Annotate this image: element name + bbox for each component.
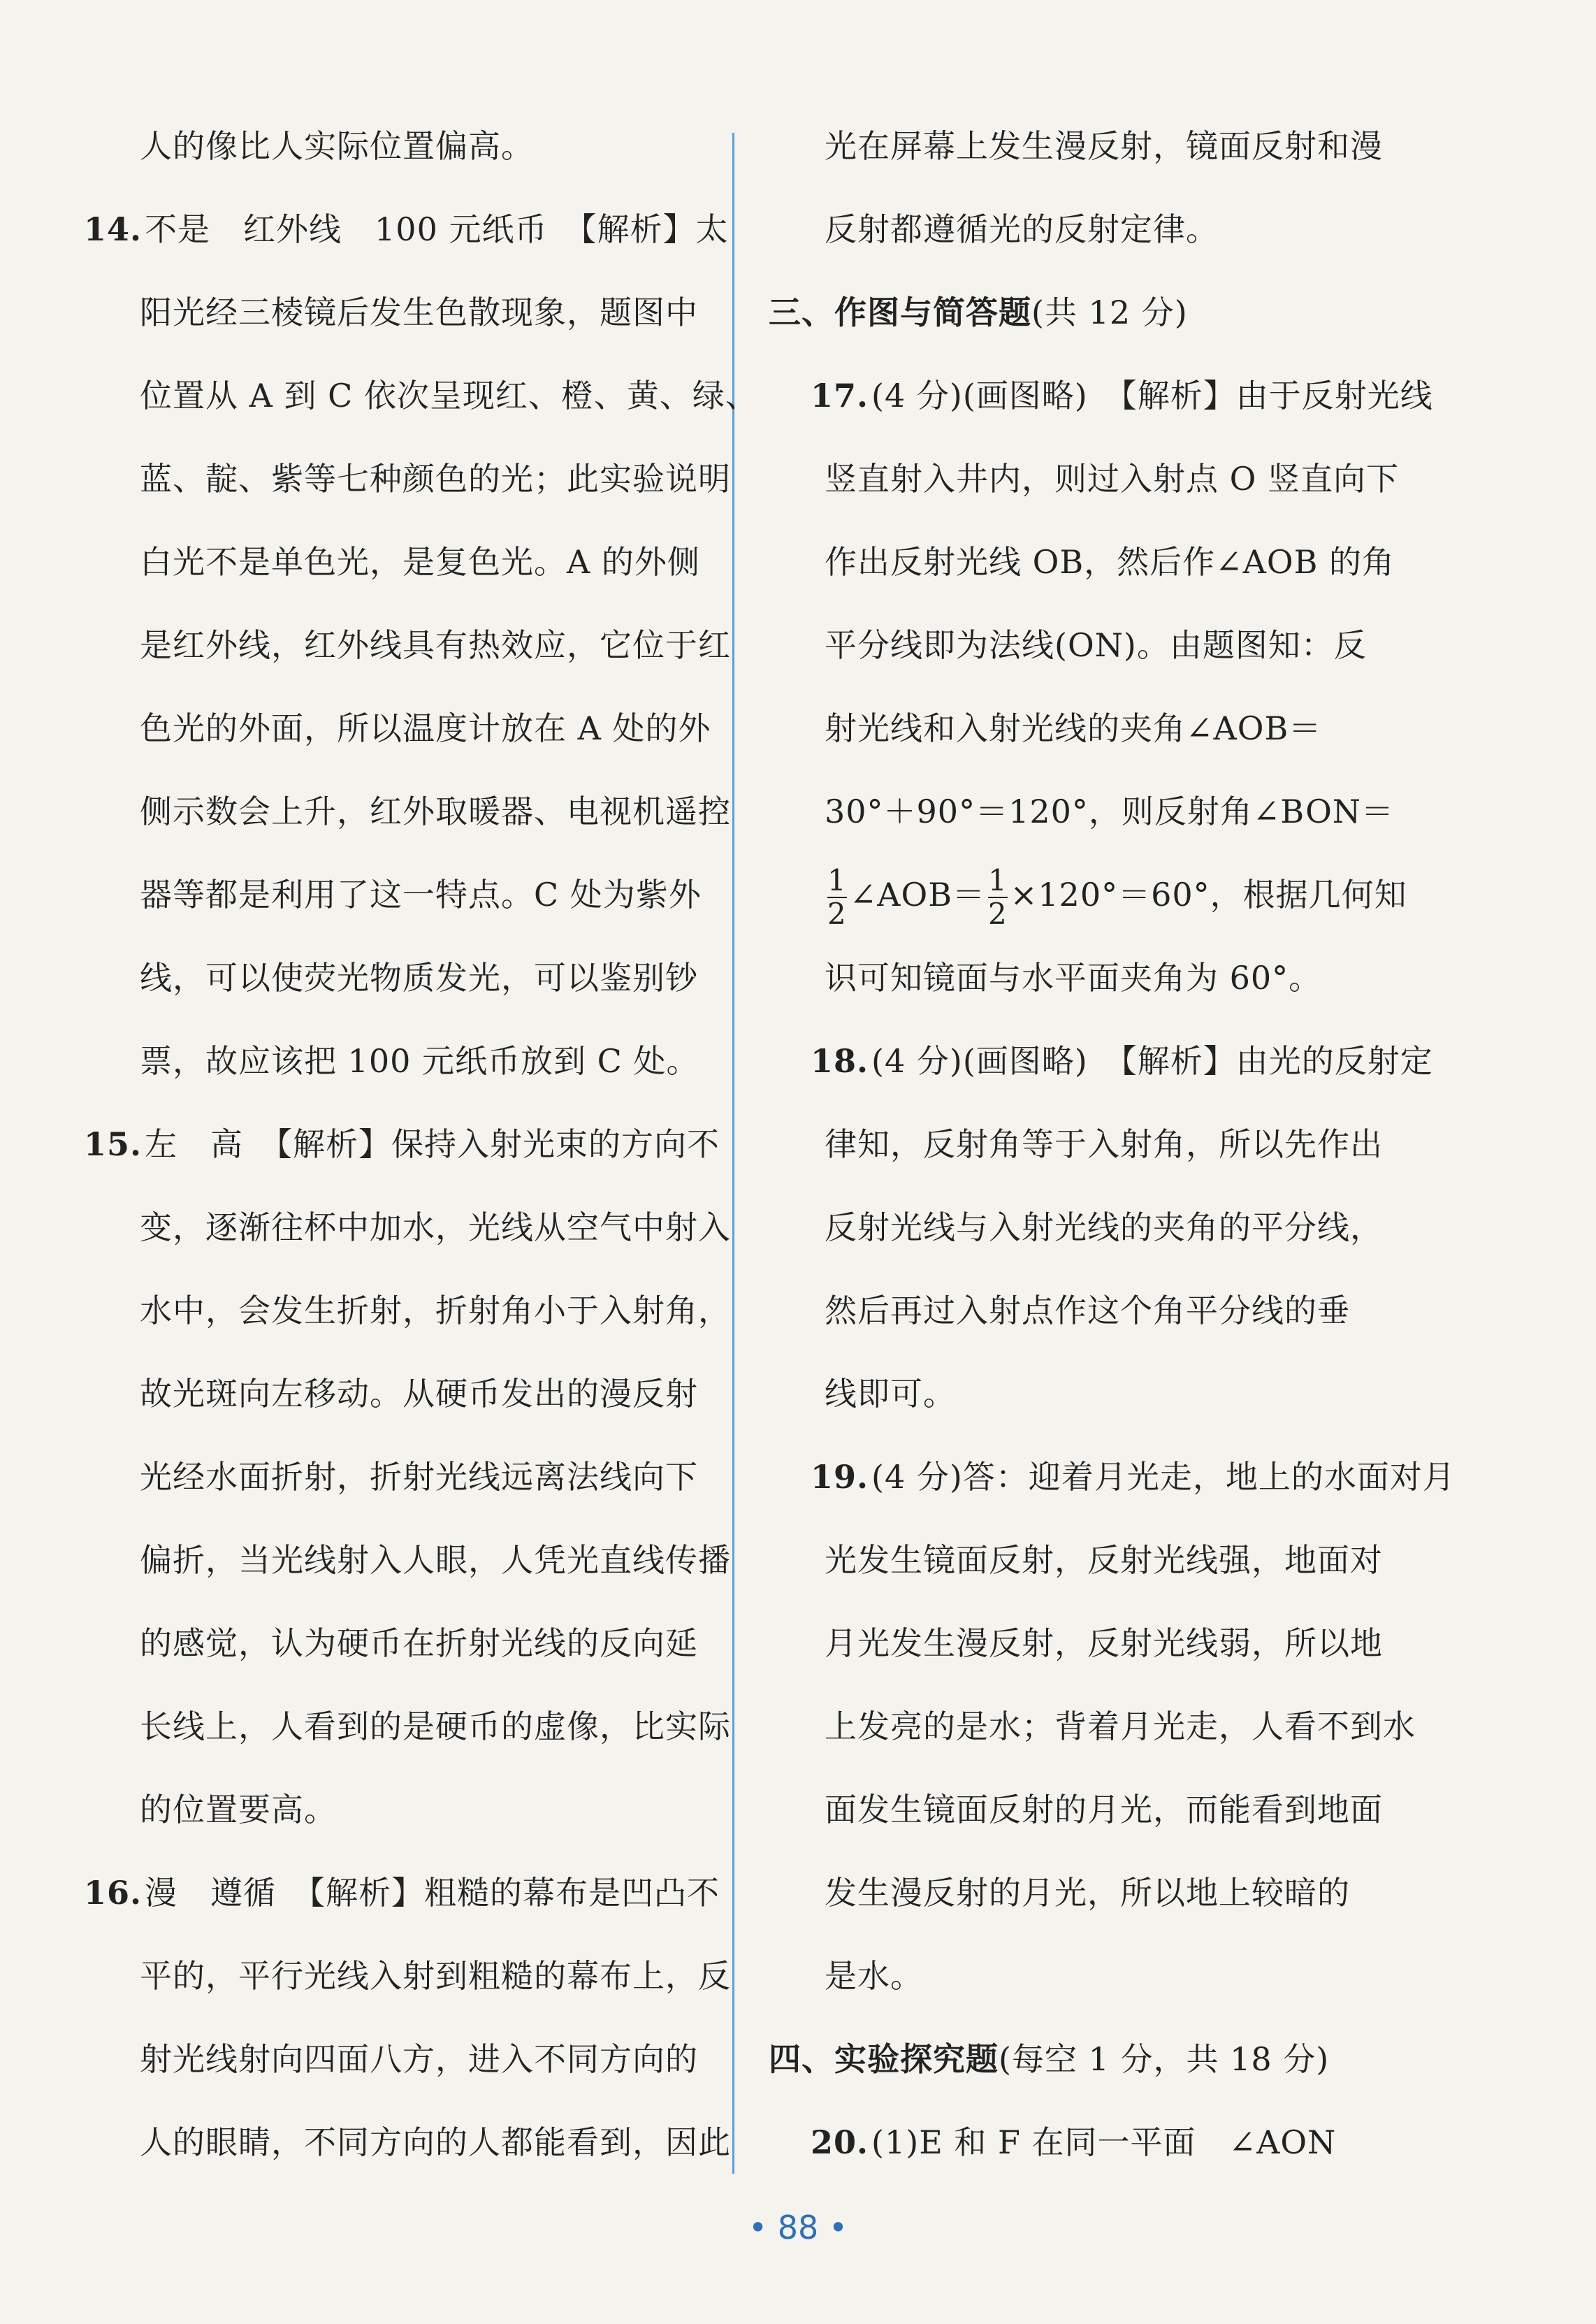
text-line: (1)E 和 F 在同一平面 ∠AON <box>871 2123 1337 2161</box>
right-column <box>769 105 1456 2184</box>
formula-line <box>769 853 1439 937</box>
question-number: 20. <box>811 2123 869 2161</box>
question-number: 18. <box>811 1042 869 1080</box>
text-line: 人的眼睛，不同方向的人都能看到，因此 <box>140 2123 731 2161</box>
section-title: 四、实验探究题 <box>769 2040 999 2078</box>
question-number: 17. <box>811 377 869 414</box>
text-line: 水中，会发生折射，折射角小于入射角， <box>140 1292 731 1329</box>
text-line: 位置从 A 到 C 依次呈现红、橙、黄、绿、 <box>140 377 758 414</box>
question-number: 14. <box>84 210 143 248</box>
text-line: 色光的外面，所以温度计放在 A 处的外 <box>140 709 711 747</box>
column-divider <box>732 133 734 2174</box>
question-19 <box>769 1436 1456 1519</box>
text-line: 漫 遵循 【解析】粗糙的幕布是凹凸不 <box>145 1874 720 1912</box>
fraction-numerator: 1 <box>827 863 847 897</box>
text-line: 器等都是利用了这一特点。C 处为紫外 <box>140 876 702 914</box>
text-line: 票，故应该把 100 元纸币放到 C 处。 <box>140 1042 699 1080</box>
left-column <box>84 105 758 2184</box>
text-line: 光发生镜面反射，反射光线强，地面对 <box>825 1541 1383 1579</box>
text-line: 的感觉，认为硬币在折射光线的反向延 <box>140 1624 698 1662</box>
section-score: (共 12 分) <box>1031 294 1188 331</box>
text-line: 白光不是单色光，是复色光。A 的外侧 <box>140 543 700 581</box>
fraction-denominator: 2 <box>827 897 847 931</box>
text-line: 30°＋90°＝120°，则反射角∠BON＝ <box>825 793 1395 830</box>
text-line: 平分线即为法线(ON)。由题图知：反 <box>825 626 1367 664</box>
text-line: 上发亮的是水；背着月光走，人看不到水 <box>825 1708 1416 1745</box>
text-line: 的位置要高。 <box>140 1791 337 1828</box>
text-line: 长线上，人看到的是硬币的虚像，比实际 <box>140 1708 731 1745</box>
text-line: 侧示数会上升，红外取暖器、电视机遥控 <box>140 793 731 830</box>
section-heading <box>769 271 1439 354</box>
fraction-numerator: 1 <box>988 863 1008 897</box>
section-heading <box>769 2018 1439 2101</box>
page-number: • 88 • <box>748 2209 848 2246</box>
text-line: (4 分)(画图略) 【解析】由于反射光线 <box>871 377 1433 414</box>
text-line: (4 分)(画图略) 【解析】由光的反射定 <box>871 1042 1433 1080</box>
text-line: 线即可。 <box>825 1375 956 1413</box>
text-line: 光在屏幕上发生漫反射，镜面反射和漫 <box>825 127 1383 165</box>
text-line: 射光线射向四面八方，进入不同方向的 <box>140 2040 698 2078</box>
text-line: 是红外线，红外线具有热效应，它位于红 <box>140 626 731 664</box>
question-17 <box>769 354 1439 438</box>
section-title: 三、作图与简答题 <box>769 294 1031 331</box>
text-line: 作出反射光线 OB，然后作∠AOB 的角 <box>825 543 1395 581</box>
formula-text: ×120°＝60°，根据几何知 <box>1010 876 1407 914</box>
text-line: 律知，反射角等于入射角，所以先作出 <box>825 1125 1383 1163</box>
text-line: 平的，平行光线入射到粗糙的幕布上，反 <box>140 1957 731 1995</box>
text-line: 光经水面折射，折射光线远离法线向下 <box>140 1458 698 1496</box>
text-line: 偏折，当光线射入人眼，人凭光直线传播 <box>140 1541 731 1579</box>
text-line: 是水。 <box>825 1957 923 1995</box>
text-line: 识可知镜面与水平面夹角为 60°。 <box>825 959 1322 997</box>
question-number: 15. <box>84 1125 143 1163</box>
question-20 <box>769 2101 1439 2184</box>
text-line: 面发生镜面反射的月光，而能看到地面 <box>825 1791 1383 1828</box>
formula-text: ∠AOB＝ <box>849 876 986 914</box>
text-line: 月光发生漫反射，反射光线弱，所以地 <box>825 1624 1383 1662</box>
text-line: 射光线和入射光线的夹角∠AOB＝ <box>825 709 1322 747</box>
question-14 <box>84 188 729 271</box>
text-line: 阳光经三棱镜后发生色散现象，题图中 <box>140 294 698 331</box>
fraction <box>827 865 847 930</box>
question-15 <box>84 1103 720 1186</box>
section-score: (每空 1 分，共 18 分) <box>999 2040 1330 2078</box>
text-line: 然后再过入射点作这个角平分线的垂 <box>825 1292 1350 1329</box>
text-line: 左 高 【解析】保持入射光束的方向不 <box>145 1125 720 1163</box>
text-line: 蓝、靛、紫等七种颜色的光；此实验说明 <box>140 460 731 498</box>
text-line: (4 分)答：迎着月光走，地上的水面对月 <box>871 1458 1456 1496</box>
text-line: 变，逐渐往杯中加水，光线从空气中射入 <box>140 1208 731 1246</box>
text-line: 线，可以使荧光物质发光，可以鉴别钞 <box>140 959 698 997</box>
question-18 <box>769 1020 1439 1103</box>
text-line: 发生漫反射的月光，所以地上较暗的 <box>825 1874 1350 1912</box>
text-line: 竖直射入井内，则过入射点 O 竖直向下 <box>825 460 1399 498</box>
text-line: 人的像比人实际位置偏高。 <box>140 127 534 165</box>
text-line: 反射光线与入射光线的夹角的平分线， <box>825 1208 1383 1246</box>
fraction <box>988 865 1008 930</box>
text-line: 不是 红外线 100 元纸币 【解析】太 <box>145 210 729 248</box>
question-16 <box>84 1852 720 1935</box>
fraction-denominator: 2 <box>988 897 1008 931</box>
question-number: 19. <box>811 1458 869 1496</box>
text-line: 反射都遵循光的反射定律。 <box>825 210 1219 248</box>
text-line: 故光斑向左移动。从硬币发出的漫反射 <box>140 1375 698 1413</box>
question-number: 16. <box>84 1874 143 1912</box>
